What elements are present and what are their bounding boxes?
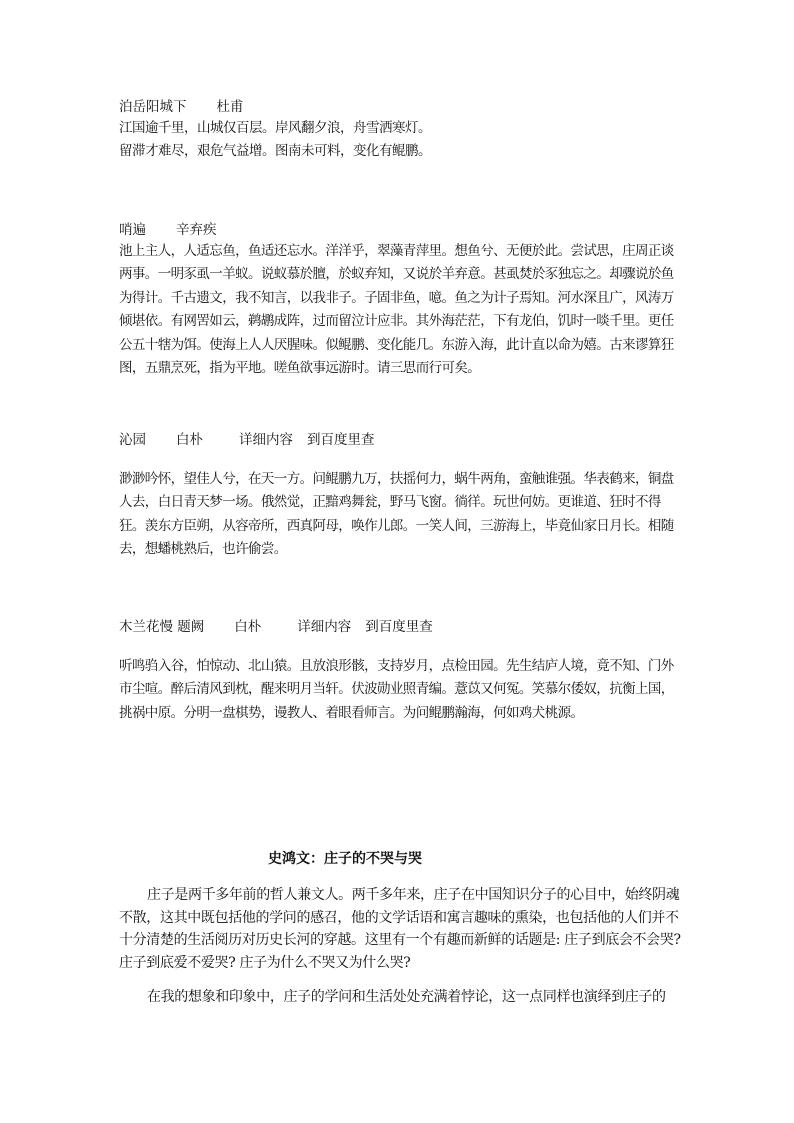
poem-text: 池上主人，人适忘鱼，鱼适还忘水。洋洋乎，翠藻青萍里。想鱼兮、无便於此。尝试思，庄周正谈两事。一明豕虱一羊蚁。说蚁慕於膻，於蚁弃知，又说於羊弃意。甚虱焚於豕独忘之。却骤说於鱼为得计。千古遗文，我不知言，以我非子。子固非鱼，噫。鱼之为计子焉知。河水深且广，风涛万倾堪依。有网罟如云，鹈鹕成阵，过而留泣计应非。其外海茫茫，下有龙伯，饥时一啖千里。更任公五十犗为饵。使海上人人厌腥味。似鲲鹏、变化能几。东游入海，此计直以命为嬉。古来谬算狂图，五鼎烹死，指为平地。嗟鱼欲事远游时。请三思而行可矣。 — [119, 243, 674, 377]
poem-title: 木兰花慢 题阙 — [119, 619, 205, 635]
poem-body — [119, 468, 681, 562]
baidu-link[interactable]: 到百度里查 — [307, 432, 375, 448]
poem-title: 泊岳阳城下 — [119, 99, 187, 115]
poem-section-1 — [119, 97, 681, 164]
baidu-link[interactable]: 到百度里查 — [365, 619, 433, 635]
poem-body — [119, 117, 681, 164]
poem-heading — [119, 617, 681, 637]
poem-section-3 — [119, 430, 681, 562]
poem-author: 白朴 — [176, 432, 203, 448]
poem-heading — [119, 220, 681, 240]
article-paragraph: 在我的想象和印象中，庄子的学问和生活处处充满着悖论，这一点同样也演绎到庄子的 — [147, 989, 666, 1005]
poem-line: 江国逾千里，山城仅百层。岸风翻夕浪，舟雪洒寒灯。 — [119, 120, 431, 136]
poem-heading — [119, 430, 681, 450]
poem-text: 渺渺吟怀，望佳人兮，在天一方。问鲲鹏九万，扶摇何力，蜗牛两角，蛮触谁强。华表鹤来，铜盘人去，白日青天梦一场。俄然觉，正黯鸡舞瓮，野马飞窗。徜徉。玩世何妨。更谁道、狂时不得狂。羡东方臣朔，从容帝所，西真阿母，唤作儿郎。一笑人间，三游海上，毕竟仙家日月长。相随去，想蟠桃熟后，也许偷尝。 — [119, 471, 674, 558]
article-paragraph: 庄子是两千多年前的哲人兼文人。两千多年来，庄子在中国知识分子的心目中，始终阴魂不散，这其中既包括他的学问的感召，他的文学话语和寓言趣味的熏染，也包括他的人们并不十分清楚的生活阅历对历史长河的穿越。这里有一个有趣而新鲜的话题是: 庄子到底会不会哭? 庄子到底爱不爱哭? 庄子为什么不哭又为什么哭? — [119, 887, 681, 971]
poem-body — [119, 240, 681, 380]
poem-line: 留滞才难尽，艰危气益增。图南未可料，变化有鲲鹏。 — [119, 143, 431, 160]
poem-title: 哨遍 — [119, 222, 146, 238]
poem-author: 辛弃疾 — [176, 222, 217, 238]
poem-section-2 — [119, 220, 681, 380]
article-title: 史鸿文：庄子的不哭与哭 — [268, 851, 422, 867]
poem-heading — [119, 97, 681, 117]
poem-section-4 — [119, 617, 681, 725]
poem-title: 沁园 — [119, 432, 146, 448]
poem-author: 白朴 — [234, 619, 262, 635]
detail-link[interactable]: 详细内容 — [297, 619, 352, 635]
poem-body — [119, 655, 681, 725]
article-body — [119, 884, 681, 1021]
poem-text: 听鸣驺入谷，怕惊动、北山猿。且放浪形骸，支持岁月，点检田园。先生结庐人境，竟不知、门外市尘喧。醉后清风到枕，醒来明月当轩。伏波勋业照青编。薏苡又何冤。笑慕尔倭奴，抗衡上国，挑祸中原。分明一盘棋势，谩教人、着眼看师言。为问鲲鹏瀚海，何如鸡犬桃源。 — [119, 658, 674, 721]
poem-author: 杜甫 — [216, 99, 244, 115]
detail-link[interactable]: 详细内容 — [239, 432, 293, 448]
